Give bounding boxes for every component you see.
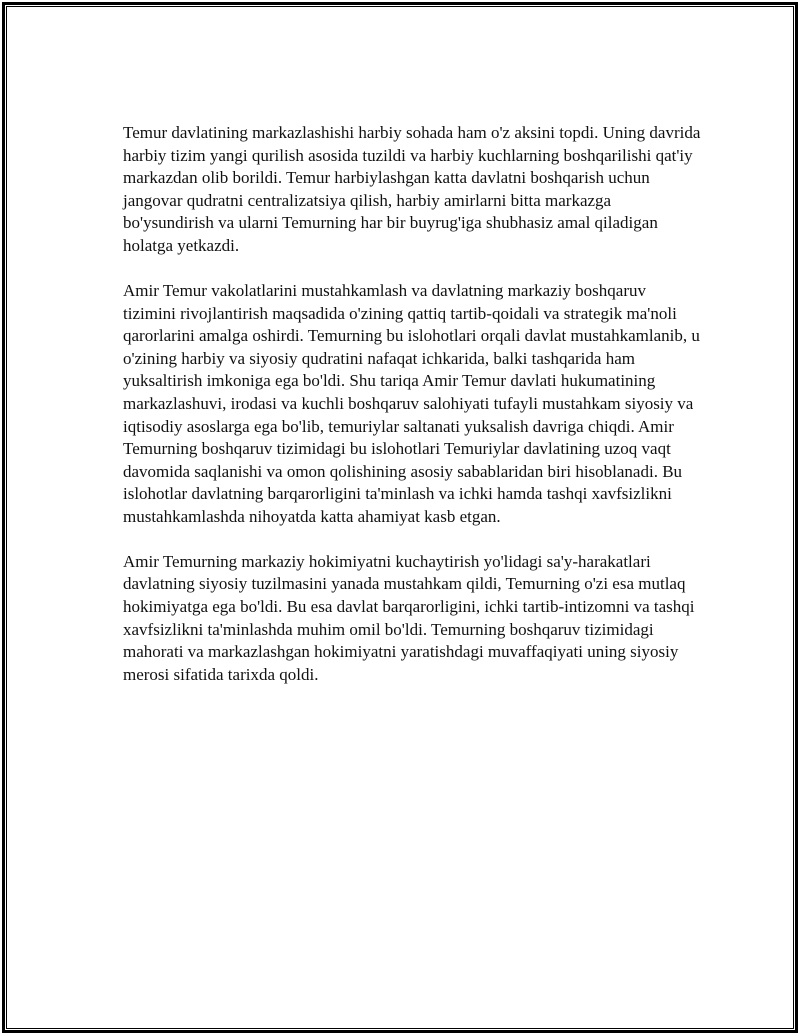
paragraph-3: Amir Temurning markaziy hokimiyatni kuchaytirish yo'lidagi sa'y-harakatlari davlatning siyosiy tuzilmasini yanada mustahkam qildi, Temurning o'zi esa mutlaq hokimiyatga ega bo'ldi. Bu esa davlat barqarorligini, ichki tartib-intizomni va tashqi xavfsizlikni ta'minlashda muhim omil bo'ldi. Temurning boshqaruv tizimidagi mahorati va markazlashgan hokimiyatni yaratishdagi muvaffaqiyati uning siyosiy merosi sifatida tarixda qoldi. [123,551,695,684]
document-body [123,122,703,709]
paragraph-1: Temur davlatining markazlashishi harbiy sohada ham o'z aksini topdi. Uning davrida harbiy tizim yangi qurilish asosida tuzildi va harbiy kuchlarning boshqarilishi qat'iy markazdan olib borildi. Temur harbiylashgan katta davlatni boshqarish uchun jangovar qudratni centralizatsiya qilish, harbiy amirlarni bitta markazga bo'ysundirish va ularni Temurning har bir buyrug'iga shubhasiz amal qiladigan holatga yetkazdi. [123,123,701,255]
page-border [2,2,798,1033]
paragraph-2: Amir Temur vakolatlarini mustahkamlash va davlatning markaziy boshqaruv tizimini rivojlantirish maqsadida o'zining qattiq tartib-qoidali va strategik ma'noli qarorlarini amalga oshirdi. Temurning bu islohotlari orqali davlat mustahkamlanib, u o'zining harbiy va siyosiy qudratini nafaqat ichkarida, balki tashqarida ham yuksaltirish imkoniga ega bo'ldi. Shu tariqa Amir Temur davlati hukumatining markazlashuvi, irodasi va kuchli boshqaruv salohiyati tufayli mustahkam siyosiy va iqtisodiy asoslarga ega bo'lib, temuriylar saltanati yuksalish davriga chiqdi. Amir Temurning boshqaruv tizimidagi bu islohotlari Temuriylar davlatining uzoq vaqt davomida saqlanishi va omon qolishining asosiy sabablaridan biri hisoblanadi. Bu islohotlar davlatning barqarorligini ta'minlash va ichki hamda tashqi xavfsizlikni mustahkamlashda nihoyatda katta ahamiyat kasb etgan. [123,280,700,526]
